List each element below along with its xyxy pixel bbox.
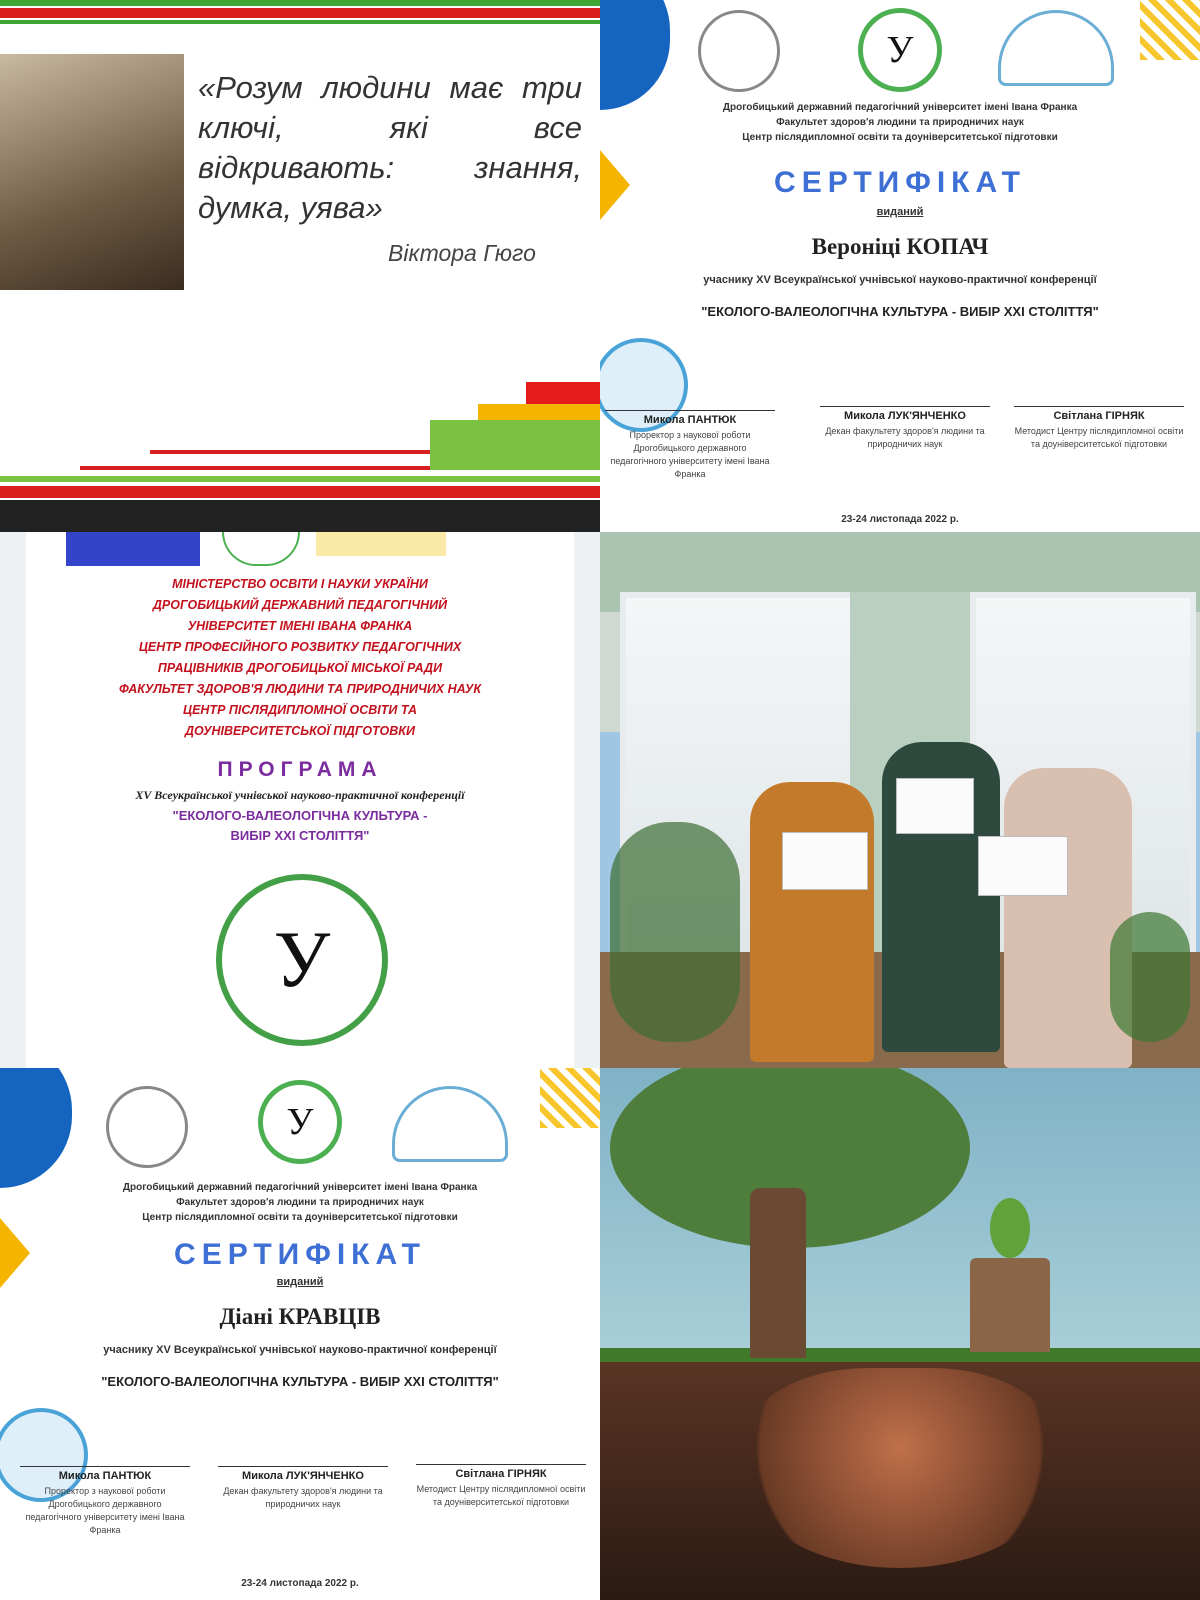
cert-issued: виданий <box>876 206 924 218</box>
intertwined-roots <box>740 1368 1060 1568</box>
top-stripe-green <box>0 0 600 6</box>
tree-stump <box>970 1258 1050 1352</box>
cert-issued: виданий <box>276 1276 324 1288</box>
org-line-2: ДРОГОБИЦЬКИЙ ДЕРЖАВНИЙ ПЕДАГОГІЧНИЙ <box>152 598 448 612</box>
certificate-2 <box>0 1068 600 1600</box>
signer-2-name: Микола ЛУК'ЯНЧЕНКО <box>218 1466 388 1482</box>
bottom-stripe-red <box>0 486 600 498</box>
program-topic-line-1: "ЕКОЛОГО-ВАЛЕОЛОГІЧНА КУЛЬТУРА - <box>172 808 428 823</box>
cert-recipient: Вероніці КОПАЧ <box>811 234 989 259</box>
top-stripe-green-2 <box>0 20 600 24</box>
cert-faculty-line: Факультет здоров'я людини та природничих наук <box>776 117 1024 128</box>
bottom-stripe-green <box>0 476 600 482</box>
conference-logo: У <box>258 1080 342 1164</box>
faculty-logo <box>998 10 1114 86</box>
quote-slide <box>0 0 600 532</box>
step-green <box>430 420 600 470</box>
quote-author: Віктора Гюго <box>388 240 536 266</box>
faculty-logo <box>392 1086 508 1162</box>
org-line-7: ЦЕНТР ПІСЛЯДИПЛОМНОЇ ОСВІТИ ТА <box>182 703 418 717</box>
program-page <box>0 532 600 1068</box>
step-line-1 <box>150 450 430 454</box>
org-line-4: ЦЕНТР ПРОФЕСІЙНОГО РОЗВИТКУ ПЕДАГОГІЧНИХ <box>138 640 462 654</box>
university-logo <box>106 1086 188 1168</box>
deco-blue-shape <box>600 0 670 110</box>
certificate-held-center <box>896 778 974 834</box>
cert-faculty-line: Факультет здоров'я людини та природничих наук <box>176 1197 424 1208</box>
cert-title: СЕРТИФІКАТ <box>774 166 1026 199</box>
signer-1-role: Проректор з наукової роботи Дрогобицького державного педагогічного університету імені Івана Франка <box>25 1486 185 1535</box>
step-line-2 <box>80 466 430 470</box>
signer-2 <box>218 1466 388 1511</box>
bottom-bar <box>0 500 600 532</box>
cert-participant-line: учаснику XV Всеукраїнської учнівської науково-практичної конференції <box>703 274 1097 286</box>
program-org-lines <box>60 574 540 742</box>
program-topic-line-2: ВИБІР XXI СТОЛІТТЯ" <box>230 828 370 843</box>
certificate-1 <box>600 0 1200 532</box>
signer-1 <box>605 410 775 481</box>
deco-stripes <box>1140 0 1200 60</box>
signer-1 <box>20 1466 190 1537</box>
cert-date: 23-24 листопада 2022 р. <box>841 514 959 525</box>
program-topic <box>0 806 600 846</box>
big-tree-trunk <box>750 1188 806 1358</box>
cert-center-line: Центр післядипломної освіти та доуніверситетської підготовки <box>142 1212 458 1223</box>
person-left <box>750 782 874 1062</box>
deco-blue-shape <box>0 1068 72 1188</box>
university-logo <box>698 10 780 92</box>
signer-2-name: Микола ЛУК'ЯНЧЕНКО <box>820 406 990 422</box>
cert-university-line: Дрогобицький державний педагогічний університет імені Івана Франка <box>122 1182 478 1193</box>
sapling <box>990 1198 1030 1258</box>
org-line-3: УНІВЕРСИТЕТ ІМЕНІ ІВАНА ФРАНКА <box>187 619 413 633</box>
cert-date: 23-24 листопада 2022 р. <box>241 1578 359 1589</box>
signer-1-role: Проректор з наукової роботи Дрогобицького державного педагогічного університету імені Івана Франка <box>610 430 770 479</box>
signer-2-role: Декан факультету здоров'я людини та природничих наук <box>825 426 985 449</box>
quote-text: «Розум людини має три ключі, які все відкривають: знання, думка, уява» <box>198 70 582 225</box>
plant-left <box>610 822 740 1042</box>
signer-2-role: Декан факультету здоров'я людини та природничих наук <box>223 1486 383 1509</box>
conference-logo: У <box>858 8 942 92</box>
signer-2 <box>820 406 990 451</box>
cert-center-line: Центр післядипломної освіти та доуніверситетської підготовки <box>742 132 1058 143</box>
top-stripe-red <box>0 8 600 18</box>
cert-topic: "ЕКОЛОГО-ВАЛЕОЛОГІЧНА КУЛЬТУРА - ВИБІР XXI СТОЛІТТЯ" <box>701 304 1099 319</box>
cert-university-line: Дрогобицький державний педагогічний університет імені Івана Франка <box>722 102 1078 113</box>
org-line-1: МІНІСТЕРСТВО ОСВІТИ І НАУКИ УКРАЇНИ <box>172 577 428 591</box>
signer-1-name: Микола ПАНТЮК <box>20 1466 190 1482</box>
signer-1-name: Микола ПАНТЮК <box>605 410 775 426</box>
cert-topic: "ЕКОЛОГО-ВАЛЕОЛОГІЧНА КУЛЬТУРА - ВИБІР XXI СТОЛІТТЯ" <box>101 1374 499 1389</box>
group-photo <box>600 532 1200 1068</box>
cert-recipient: Діані КРАВЦІВ <box>219 1304 381 1329</box>
certificate-held-left <box>782 832 868 890</box>
signer-3-name: Світлана ГІРНЯК <box>1014 406 1184 422</box>
program-top-logo-3 <box>316 532 446 556</box>
deco-stripes <box>540 1068 600 1128</box>
signer-3-name: Світлана ГІРНЯК <box>416 1464 586 1480</box>
art-grass <box>600 1348 1200 1362</box>
org-line-5: ПРАЦІВНИКІВ ДРОГОБИЦЬКОЇ МІСЬКОЇ РАДИ <box>157 661 443 675</box>
signer-3 <box>1014 406 1184 451</box>
program-title: ПРОГРАМА <box>217 758 383 781</box>
signer-3-role: Методист Центру післядипломної освіти та доуніверситетської підготовки <box>416 1484 586 1507</box>
author-portrait <box>0 54 184 290</box>
conference-big-logo: У <box>216 874 388 1046</box>
signer-3-role: Методист Центру післядипломної освіти та доуніверситетської підготовки <box>1014 426 1184 449</box>
tree-artwork <box>600 1068 1200 1600</box>
org-line-6: ФАКУЛЬТЕТ ЗДОРОВ'Я ЛЮДИНИ ТА ПРИРОДНИЧИХ НАУК <box>118 682 482 696</box>
signer-3 <box>416 1464 586 1509</box>
cert-participant-line: учаснику XV Всеукраїнської учнівської науково-практичної конференції <box>103 1344 497 1356</box>
org-line-8: ДОУНІВЕРСИТЕТСЬКОЇ ПІДГОТОВКИ <box>185 724 415 738</box>
certificate-held-right <box>978 836 1068 896</box>
cert-title: СЕРТИФІКАТ <box>174 1238 426 1271</box>
program-top-logo-1 <box>66 532 200 566</box>
plant-right <box>1110 912 1190 1042</box>
program-subtitle: XV Всеукраїнської учнівської науково-практичної конференції <box>135 788 465 802</box>
person-right <box>1004 768 1132 1068</box>
